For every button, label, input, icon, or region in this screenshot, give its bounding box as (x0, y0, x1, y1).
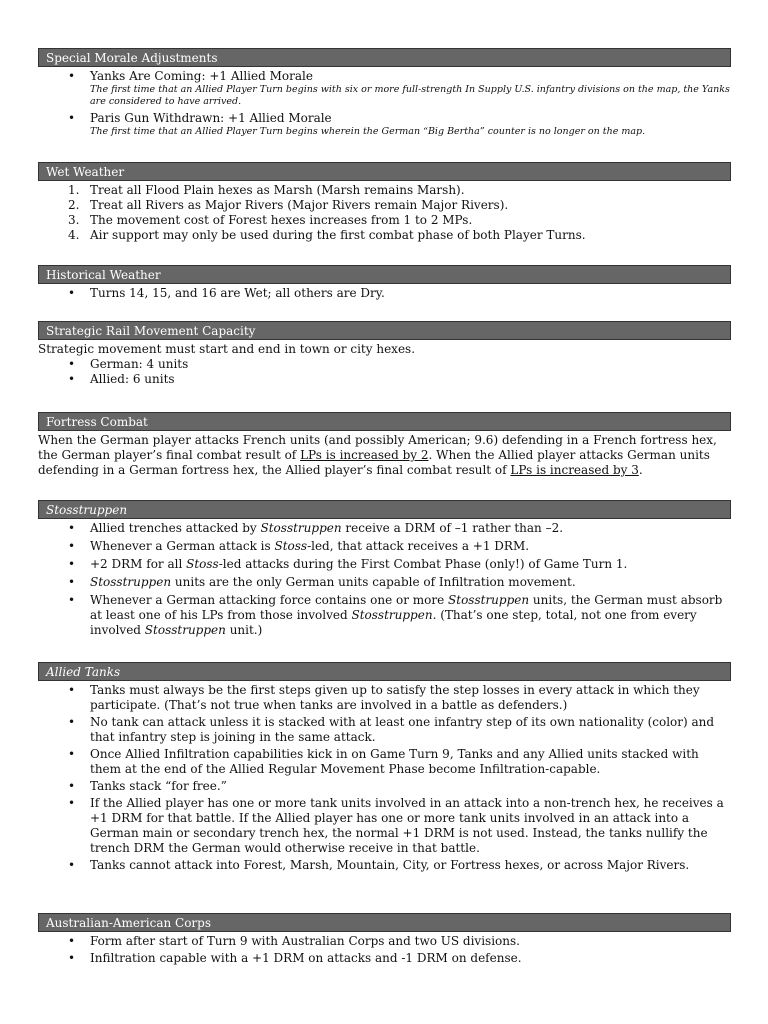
text-run: -led attacks during the First Combat Phase (only!) of Game Turn 1. (218, 557, 628, 571)
list-item (38, 521, 731, 536)
italic-run: Stosstruppen (144, 623, 226, 637)
underlined-run: LPs is increased by 3 (510, 463, 639, 477)
bullet: • (68, 715, 76, 729)
list-item (38, 934, 731, 949)
section-strategic-rail (38, 321, 731, 387)
list-item (38, 111, 731, 138)
section-header: Fortress Combat (38, 412, 731, 431)
number: 3. (68, 213, 80, 227)
text-run: Whenever a German attacking force contains one or more (90, 593, 449, 607)
item-text: Tanks stack “for free.” (90, 779, 227, 793)
list-item (38, 213, 731, 228)
list-item (38, 779, 731, 794)
text-run: Allied trenches attacked by (90, 521, 261, 535)
item-text: Treat all Flood Plain hexes as Marsh (Marsh remains Marsh). (90, 183, 465, 197)
text-run: units are the only German units capable of Infiltration movement. (171, 575, 576, 589)
item-text: Treat all Rivers as Major Rivers (Major Rivers remain Major Rivers). (90, 198, 509, 212)
bullet: • (68, 557, 76, 571)
italic-run: Stosstruppen (90, 575, 172, 589)
item-text: Tanks must always be the first steps given up to satisfy the step losses in every attack in which they participate. (That’s not true when tanks are involved in a battle as defenders.) (90, 683, 700, 712)
item-text: If the Allied player has one or more tank units involved in an attack into a non-trench hex, he receives a +1 DRM for that battle. If the Allied player has one or more tank units involved in an attack into a German main or secondary trench hex, the normal +1 DRM is not used. Instead, the tanks nullify the trench DRM the German would otherwise receive in that battle. (90, 796, 724, 855)
italic-run: Stosstruppen (260, 521, 342, 535)
item-text: Allied: 6 units (90, 372, 175, 386)
bullet: • (68, 372, 76, 386)
bullet: • (68, 539, 76, 553)
list-item (38, 747, 731, 777)
bullet: • (68, 593, 76, 607)
text-run: receive a DRM of –1 rather than –2. (341, 521, 564, 535)
item-text: No tank can attack unless it is stacked with at least one infantry step of its own nationality (color) and that infantry step is joining in the same attack. (90, 715, 715, 744)
list-item (38, 357, 731, 372)
list-item (38, 69, 731, 108)
bullet: • (68, 111, 76, 125)
bullet: • (68, 575, 76, 589)
text-run: unit.) (225, 623, 263, 637)
text-run: When the German player attacks French units (and possibly American; 9.6) defending in a French fortress hex, the German player’s final combat result of (38, 433, 717, 462)
text-run: Whenever a German attack is (90, 539, 275, 553)
section-header: Strategic Rail Movement Capacity (38, 321, 731, 340)
item-title: Paris Gun Withdrawn: +1 Allied Morale (90, 111, 332, 125)
text-run: . (That’s one step, total, not one from every involved (90, 608, 697, 637)
italic-run: Stosstruppen (448, 593, 530, 607)
list-item (38, 557, 731, 572)
number: 1. (68, 183, 80, 197)
list-item (38, 539, 731, 554)
text-run: units, the German must absorb at least one of his LPs from those involved (90, 593, 723, 622)
section-historical-weather (38, 265, 731, 301)
item-text: Air support may only be used during the first combat phase of both Player Turns. (90, 228, 586, 242)
rail-body (38, 340, 731, 387)
historical-list (38, 284, 731, 301)
item-text: Turns 14, 15, and 16 are Wet; all others are Dry. (90, 286, 385, 300)
section-header: Historical Weather (38, 265, 731, 284)
section-australian-american-corps (38, 913, 731, 966)
list-item (38, 183, 731, 198)
list-item (38, 715, 731, 745)
item-note: The first time that an Allied Player Turn begins with six or more full-strength In Supply U.S. infantry divisions on the map, the Yanks are considered to have arrived. (90, 84, 730, 107)
item-text: German: 4 units (90, 357, 189, 371)
wet-weather-list (38, 181, 731, 243)
section-allied-tanks (38, 662, 731, 873)
item-text: Once Allied Infiltration capabilities kick in on Game Turn 9, Tanks and any Allied units stacked with them at the end of the Allied Regular Movement Phase become Infiltration-capable. (90, 747, 699, 776)
text-run: . When the Allied player attacks German units defending in a German fortress hex, the Allied player’s final combat result of (38, 448, 710, 477)
section-header: Australian-American Corps (38, 913, 731, 932)
section-fortress-combat (38, 412, 731, 478)
morale-list (38, 67, 731, 138)
list-item (38, 372, 731, 387)
section-wet-weather (38, 162, 731, 243)
bullet: • (68, 69, 76, 83)
item-note: The first time that an Allied Player Turn begins wherein the German “Big Bertha” counter is no longer on the map. (90, 126, 646, 137)
bullet: • (68, 779, 76, 793)
rail-intro: Strategic movement must start and end in town or city hexes. (38, 342, 416, 356)
italic-run: Stoss (186, 557, 219, 571)
item-text: Form after start of Turn 9 with Australian Corps and two US divisions. (90, 934, 520, 948)
list-item (38, 228, 731, 243)
item-title: Yanks Are Coming: +1 Allied Morale (90, 69, 313, 83)
tanks-list (38, 681, 731, 873)
bullet: • (68, 951, 76, 965)
list-item (38, 575, 731, 590)
section-header: Special Morale Adjustments (38, 48, 731, 67)
bullet: • (68, 357, 76, 371)
list-item (38, 198, 731, 213)
italic-run: Stoss (274, 539, 308, 553)
list-item (38, 951, 731, 966)
number: 2. (68, 198, 80, 212)
italic-run: Stosstruppen (351, 608, 433, 622)
section-header: Stosstruppen (38, 500, 731, 519)
bullet: • (68, 934, 76, 948)
stoss-list (38, 519, 731, 638)
bullet: • (68, 521, 76, 535)
item-text: Tanks cannot attack into Forest, Marsh, Mountain, City, or Fortress hexes, or across Major Rivers. (90, 858, 690, 872)
list-item (38, 858, 731, 873)
bullet: • (68, 286, 76, 300)
section-morale (38, 48, 731, 138)
number: 4. (68, 228, 80, 242)
bullet: • (68, 683, 76, 697)
underlined-run: LPs is increased by 2 (300, 448, 429, 462)
bullet: • (68, 858, 76, 872)
section-stosstruppen (38, 500, 731, 638)
fortress-text (38, 431, 731, 478)
rail-list (38, 357, 731, 387)
list-item (38, 286, 731, 301)
list-item (38, 683, 731, 713)
ausam-list (38, 932, 731, 966)
section-header: Allied Tanks (38, 662, 731, 681)
bullet: • (68, 747, 76, 761)
text-run: -led, that attack receives a +1 DRM. (307, 539, 530, 553)
section-header: Wet Weather (38, 162, 731, 181)
text-run: +2 DRM for all (90, 557, 187, 571)
list-item (38, 796, 731, 856)
text-run: . (638, 463, 643, 477)
item-text: Infiltration capable with a +1 DRM on attacks and -1 DRM on defense. (90, 951, 522, 965)
item-text: The movement cost of Forest hexes increases from 1 to 2 MPs. (90, 213, 473, 227)
bullet: • (68, 796, 76, 810)
list-item (38, 593, 731, 638)
